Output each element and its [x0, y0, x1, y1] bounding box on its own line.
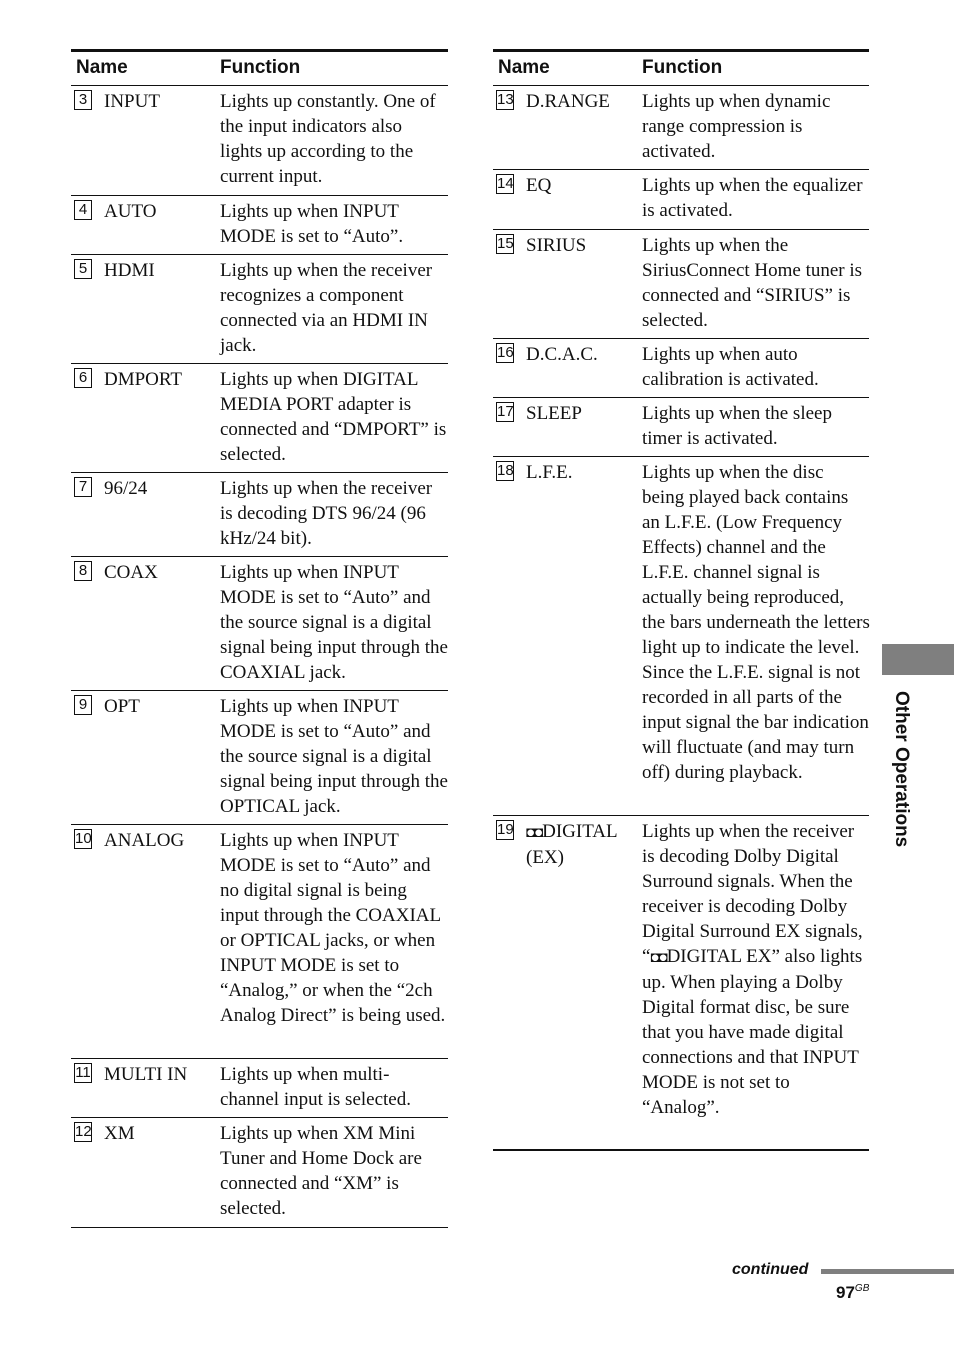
table-row	[71, 473, 448, 557]
row-number: 4	[74, 200, 92, 220]
page-suffix: GB	[854, 1283, 870, 1294]
indicator-function: Lights up when the sleep timer is activated.	[642, 403, 832, 449]
row-number: 19	[497, 821, 514, 838]
side-tab-text: Other Operations	[891, 691, 912, 848]
indicator-name: HDMI	[104, 260, 155, 281]
indicator-function: Lights up when auto calibration is activated.	[642, 344, 819, 390]
indicator-function: Lights up when multi-channel input is selected.	[220, 1064, 411, 1110]
indicator-name: INPUT	[104, 91, 160, 112]
indicator-function: Lights up when the equalizer is activated.	[642, 175, 863, 221]
row-number: 11	[75, 1064, 91, 1081]
page-number-value: 97	[836, 1283, 855, 1302]
row-number: 13	[497, 91, 514, 108]
table-row	[71, 86, 448, 196]
table-row	[493, 816, 869, 1151]
indicator-name: D.C.A.C.	[526, 344, 598, 365]
table-row	[71, 691, 448, 825]
row-number: 6	[74, 368, 92, 388]
row-number: 7	[74, 477, 92, 497]
dolby-symbol-icon: ◘◘	[526, 824, 543, 841]
indicator-function: Lights up when INPUT MODE is set to “Auto”.	[220, 201, 404, 247]
row-number: 5	[74, 259, 92, 279]
indicator-function: Lights up when DIGITAL MEDIA PORT adapter is connected and “DMPORT” is selected.	[220, 369, 447, 465]
indicator-name: SLEEP	[526, 403, 582, 424]
indicator-function: Lights up when the receiver recognizes a component connected via an HDMI IN jack.	[220, 260, 433, 356]
table-row	[71, 557, 448, 691]
indicator-function: Lights up when XM Mini Tuner and Home Dock are connected and “XM” is selected.	[220, 1123, 422, 1219]
table-row	[493, 398, 869, 457]
dolby-symbol-icon: ◘◘	[650, 949, 667, 966]
function-text-part1: Lights up when the receiver is decoding Dolby Digital Surround signals. When the receiver is decoding Dolby Digital Surround EX signals, “	[642, 821, 863, 967]
name-column-header: Name	[76, 57, 128, 78]
indicator-name: DMPORT	[104, 369, 183, 390]
indicator-name: EQ	[526, 175, 552, 196]
function-column-header: Function	[642, 57, 723, 78]
indicator-name: L.F.E.	[526, 462, 573, 483]
row-number: 14	[497, 175, 514, 192]
row-number: 3	[74, 90, 92, 110]
indicator-name: ANALOG	[104, 830, 185, 851]
right-table-header	[493, 52, 869, 86]
indicator-function	[642, 819, 870, 1120]
function-text-part2: DIGITAL EX” also lights up. When playing a Dolby Digital format disc, be sure that you have made digital connections and that INPUT MODE is not set to “Analog”.	[642, 946, 863, 1118]
indicator-name: MULTI IN	[104, 1064, 188, 1085]
indicator-name: D.RANGE	[526, 91, 610, 112]
table-row	[493, 339, 869, 398]
continued-label: continued	[732, 1261, 809, 1278]
table-row	[493, 457, 869, 816]
right-table	[493, 49, 869, 1151]
table-row	[71, 196, 448, 255]
indicator-function: Lights up when the SiriusConnect Home tuner is connected and “SIRIUS” is selected.	[642, 235, 863, 331]
indicator-name-text: DIGITAL (EX)	[526, 821, 617, 868]
indicator-name: OPT	[104, 696, 140, 717]
table-row	[493, 230, 869, 339]
side-tab-marker	[882, 644, 954, 675]
table-row	[493, 86, 869, 170]
indicator-function: Lights up when INPUT MODE is set to “Auto” and no digital signal is being input through the COAXIAL or OPTICAL jacks, or when INPUT MODE is set to “Analog,” or when the “2ch Analog Direct” is being used.	[220, 830, 446, 1026]
indicator-name: COAX	[104, 562, 158, 583]
indicator-name: 96/24	[104, 478, 148, 499]
side-tab-label	[888, 691, 918, 861]
indicator-function: Lights up when INPUT MODE is set to “Auto” and the source signal is a digital signal being input through the OPTICAL jack.	[220, 696, 448, 817]
continued-bar	[821, 1269, 954, 1274]
page-number	[836, 1283, 869, 1303]
row-number: 15	[497, 235, 514, 252]
table-row	[71, 255, 448, 364]
row-number: 17	[497, 403, 514, 420]
indicator-name: SIRIUS	[526, 235, 587, 256]
table-row	[71, 1118, 448, 1228]
indicator-name: XM	[104, 1123, 135, 1144]
row-number: 10	[75, 830, 92, 847]
row-number: 8	[74, 561, 92, 581]
indicator-name	[526, 819, 636, 870]
left-table-header	[71, 52, 448, 86]
name-column-header: Name	[498, 57, 550, 78]
row-number: 12	[75, 1123, 92, 1140]
row-number: 18	[497, 462, 514, 479]
row-number: 9	[74, 695, 92, 715]
table-row	[493, 170, 869, 230]
table-row	[71, 1059, 448, 1118]
indicator-function: Lights up when the disc being played back contains an L.F.E. (Low Frequency Effects) channel and the L.F.E. channel signal is actually being reproduced, the bars underneath the letters light up to indicate the level. Since the L.F.E. signal is not recorded in all parts of the input signal the bar indication will fluctuate (and may turn off) during playback.	[642, 462, 870, 783]
table-row	[71, 825, 448, 1059]
left-table	[71, 49, 448, 1228]
indicator-function: Lights up when dynamic range compression is activated.	[642, 91, 831, 162]
indicator-function: Lights up constantly. One of the input indicators also lights up according to the current input.	[220, 91, 436, 187]
indicator-function: Lights up when INPUT MODE is set to “Auto” and the source signal is a digital signal being input through the COAXIAL jack.	[220, 562, 448, 683]
indicator-function: Lights up when the receiver is decoding DTS 96/24 (96 kHz/24 bit).	[220, 478, 433, 549]
function-column-header: Function	[220, 57, 301, 78]
row-number: 16	[497, 344, 514, 361]
indicator-name: AUTO	[104, 201, 157, 222]
table-row	[71, 364, 448, 473]
